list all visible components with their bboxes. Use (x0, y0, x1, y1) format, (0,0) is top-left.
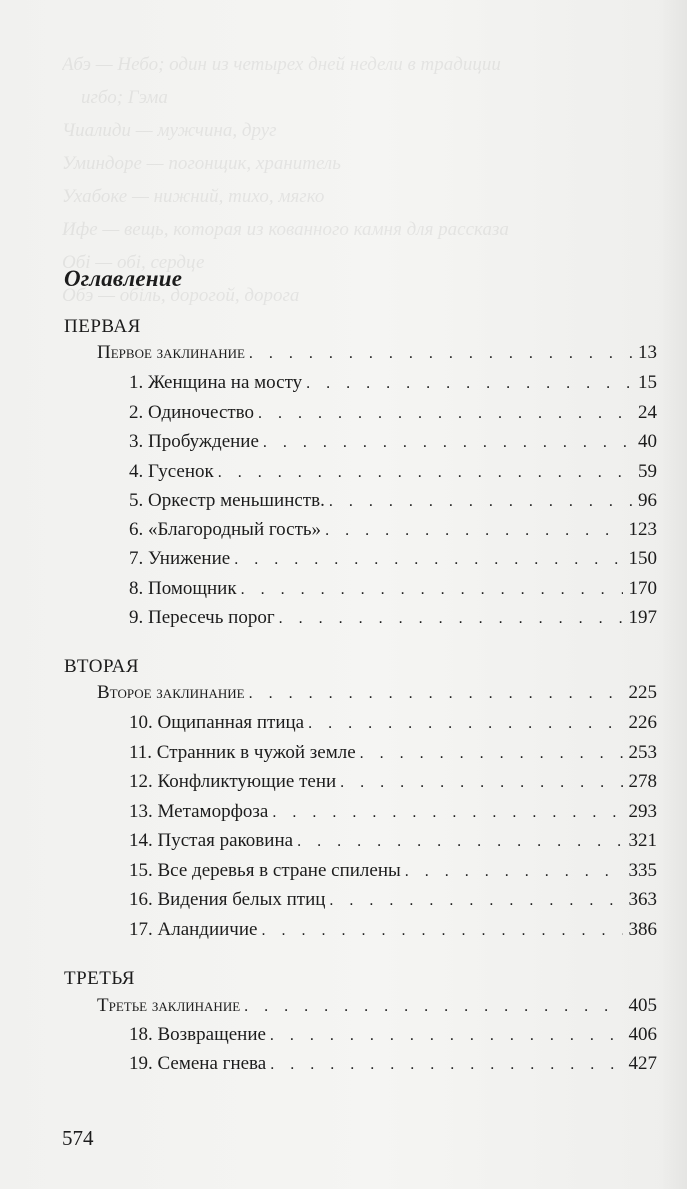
entry-page: 427 (628, 1053, 657, 1074)
toc-entry-chapter[interactable] (129, 461, 657, 489)
entry-title: 15. Все деревья в стране спилены (129, 860, 401, 881)
entry-title: Второе заклинание (97, 682, 245, 703)
entry-title: Третье заклинание (97, 995, 241, 1016)
toc-entry-chapter[interactable] (129, 1024, 657, 1052)
toc-entry-chapter[interactable] (129, 519, 657, 547)
leader-dots (272, 804, 622, 822)
toc-entry-chapter[interactable] (129, 919, 657, 947)
leader-dots (261, 922, 622, 940)
toc-entry-chapter[interactable] (129, 490, 657, 518)
leader-dots (218, 464, 632, 482)
leader-dots (234, 551, 622, 569)
entry-page: 13 (638, 342, 657, 363)
toc-entry-chapter[interactable] (129, 889, 657, 917)
toc-entry-spell[interactable] (97, 995, 657, 1023)
entry-page: 293 (628, 801, 657, 822)
leader-dots (360, 745, 623, 763)
entry-page: 15 (638, 372, 657, 393)
entry-title: 4. Гусенок (129, 461, 214, 482)
entry-page: 170 (628, 578, 657, 599)
toc-entry-chapter[interactable] (129, 801, 657, 829)
entry-title: 13. Метаморфоза (129, 801, 269, 822)
entry-title: 18. Возвращение (129, 1024, 266, 1045)
leader-dots (329, 493, 632, 511)
entry-page: 406 (628, 1024, 657, 1045)
entry-title: 17. Аландиичие (129, 919, 258, 940)
leader-dots (249, 345, 632, 363)
toc-entry-chapter[interactable] (129, 742, 657, 770)
show-through-text: Абэ — Небо; один из четырех дней недели в традиции игбо; Гэма Чиалиди — мужчина, друг Уминдоре — погонщик, хранитель Ухабоке — нижний, тихо, мягко Ифе — вещь, которая из кованного камня для рассказа Обі — обі, сердце Обэ — обіль, дорогой, дорога (62, 54, 509, 306)
leader-dots (325, 522, 622, 540)
leader-dots (308, 715, 622, 733)
toc-entry-chapter[interactable] (129, 372, 657, 400)
toc-entry-chapter[interactable] (129, 712, 657, 740)
entry-title: 10. Ощипанная птица (129, 712, 305, 733)
part-heading: ПЕРВАЯ (64, 316, 141, 337)
toc-entry-chapter[interactable] (129, 402, 657, 430)
entry-page: 386 (628, 919, 657, 940)
entry-title: 6. «Благородный гость» (129, 519, 322, 540)
leader-dots (270, 1056, 622, 1074)
entry-title: 12. Конфликтующие тени (129, 771, 337, 792)
toc-entry-chapter[interactable] (129, 830, 657, 858)
entry-title: 14. Пустая раковина (129, 830, 294, 851)
part-heading: ТРЕТЬЯ (64, 968, 135, 989)
entry-title: 16. Видения белых птиц (129, 889, 326, 910)
page-number: 574 (62, 1126, 94, 1150)
entry-page: 59 (638, 461, 657, 482)
leader-dots (263, 434, 632, 452)
entry-title: 5. Оркестр меньшинств. (129, 490, 325, 511)
entry-page: 335 (628, 860, 657, 881)
entry-page: 225 (628, 682, 657, 703)
entry-title: 7. Унижение (129, 548, 231, 569)
entry-title: Первое заклинание (97, 342, 245, 363)
leader-dots (306, 375, 632, 393)
entry-page: 405 (628, 995, 657, 1016)
leader-dots (340, 774, 622, 792)
entry-title: 3. Пробуждение (129, 431, 259, 452)
leader-dots (258, 405, 632, 423)
page-spine-shadow (659, 0, 687, 1189)
part-heading: ВТОРАЯ (64, 656, 140, 677)
leader-dots (329, 892, 622, 910)
toc-entry-spell[interactable] (97, 682, 657, 710)
entry-page: 96 (638, 490, 657, 511)
entry-page: 24 (638, 402, 657, 423)
entry-title: 11. Странник в чужой земле (129, 742, 356, 763)
entry-title: 1. Женщина на мосту (129, 372, 303, 393)
toc-entry-chapter[interactable] (129, 1053, 657, 1081)
entry-page: 197 (628, 607, 657, 628)
toc-entry-chapter[interactable] (129, 431, 657, 459)
entry-page: 321 (628, 830, 657, 851)
entry-page: 150 (628, 548, 657, 569)
entry-title: 8. Помощник (129, 578, 237, 599)
entry-page: 278 (628, 771, 657, 792)
toc-entry-chapter[interactable] (129, 771, 657, 799)
toc-entry-chapter[interactable] (129, 860, 657, 888)
leader-dots (270, 1027, 623, 1045)
toc-entry-chapter[interactable] (129, 578, 657, 606)
entry-page: 253 (628, 742, 657, 763)
entry-page: 40 (638, 431, 657, 452)
leader-dots (241, 581, 623, 599)
leader-dots (297, 833, 622, 851)
entry-title: 9. Пересечь порог (129, 607, 275, 628)
entry-title: 2. Одиночество (129, 402, 255, 423)
entry-title: 19. Семена гнева (129, 1053, 267, 1074)
toc-entry-chapter[interactable] (129, 607, 657, 635)
leader-dots (244, 998, 622, 1016)
toc-entry-spell[interactable] (97, 342, 657, 370)
entry-page: 123 (628, 519, 657, 540)
toc-entry-chapter[interactable] (129, 548, 657, 576)
entry-page: 226 (628, 712, 657, 733)
entry-page: 363 (628, 889, 657, 910)
leader-dots (249, 685, 623, 703)
toc-title: Оглавление (64, 266, 183, 291)
leader-dots (405, 863, 623, 881)
leader-dots (279, 610, 623, 628)
